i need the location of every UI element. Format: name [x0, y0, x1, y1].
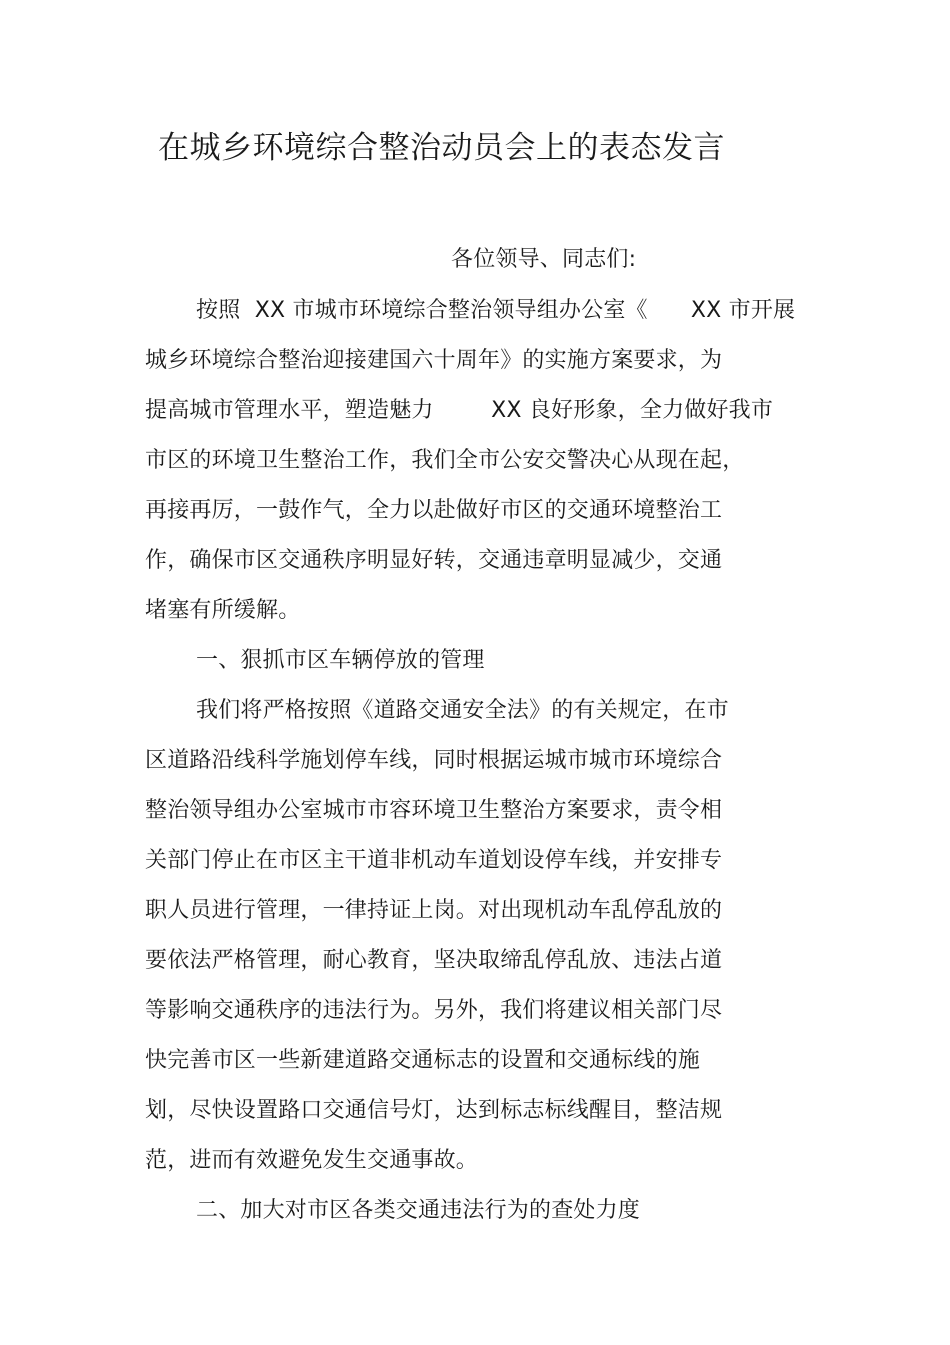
paragraph-line: 区道路沿线科学施划停车线，同时根据运城市城市环境综合: [145, 748, 723, 773]
paragraph-line: 等影响交通秩序的违法行为。另外，我们将建议相关部门尽: [145, 998, 723, 1023]
paragraph-line: 快完善市区一些新建道路交通标志的设置和交通标线的施: [145, 1048, 701, 1073]
section-heading: 二、加大对市区各类交通违法行为的查处力度: [196, 1198, 641, 1223]
paragraph-line: 市区的环境卫生整治工作，我们全市公安交警决心从现在起，: [145, 448, 745, 473]
paragraph-line: 划，尽快设置路口交通信号灯，达到标志标线醒目，整洁规: [145, 1098, 723, 1123]
section-heading: 一、狠抓市区车辆停放的管理: [196, 648, 485, 673]
document-title: 在城乡环境综合整治动员会上的表态发言: [158, 130, 725, 166]
paragraph-line: 按照 XX 市城市环境综合整治领导组办公室《 XX 市开展: [196, 298, 796, 323]
paragraph-line: 范，进而有效避免发生交通事故。: [145, 1148, 479, 1173]
paragraph-line: 堵塞有所缓解。: [145, 598, 301, 623]
paragraph-line: 作，确保市区交通秩序明显好转，交通违章明显减少，交通: [145, 548, 723, 573]
paragraph-line: 城乡环境综合整治迎接建国六十周年》的实施方案要求，为: [145, 348, 723, 373]
paragraph-line: 要依法严格管理，耐心教育，坚决取缔乱停乱放、违法占道: [145, 948, 723, 973]
salutation: 各位领导、同志们:: [451, 247, 637, 272]
paragraph-line: 提高城市管理水平，塑造魅力 XX 良好形象，全力做好我市: [145, 398, 774, 423]
paragraph-line: 我们将严格按照《道路交通安全法》的有关规定，在市: [196, 698, 729, 723]
paragraph-line: 关部门停止在市区主干道非机动车道划设停车线，并安排专: [145, 848, 723, 873]
paragraph-line: 整治领导组办公室城市市容环境卫生整治方案要求，责令相: [145, 798, 723, 823]
paragraph-line: 职人员进行管理，一律持证上岗。对出现机动车乱停乱放的: [145, 898, 723, 923]
paragraph-line: 再接再厉，一鼓作气，全力以赴做好市区的交通环境整治工: [145, 498, 723, 523]
